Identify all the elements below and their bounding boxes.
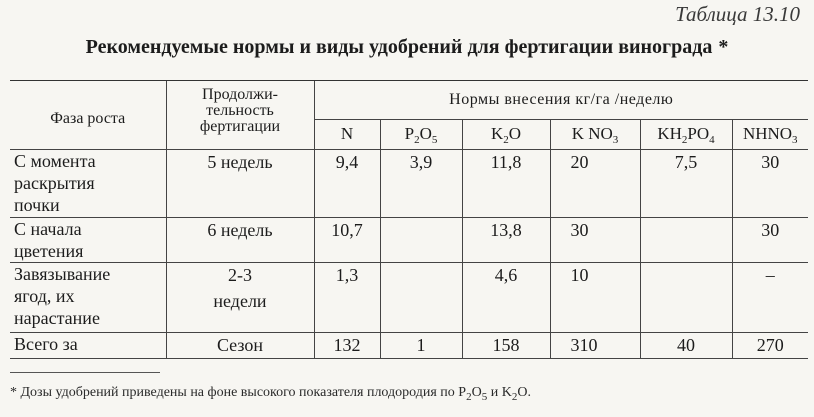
fertigation-table: [10, 80, 808, 359]
footnote-subscript: 5: [481, 391, 488, 403]
table-title: [0, 36, 814, 59]
cell-value: 310: [550, 333, 640, 359]
formula-subscript: 4: [709, 134, 715, 147]
cell-phase: [10, 263, 166, 333]
cell-value: –: [732, 263, 808, 333]
footnote-text: O.: [517, 385, 531, 400]
table-row: [10, 333, 808, 359]
phase-line: Завязывание: [14, 264, 111, 284]
duration-line: 5 недель: [207, 152, 273, 172]
header-norms: Нормы внесения кг/га /неделю: [314, 81, 808, 120]
table-row: [10, 218, 808, 263]
cell-phase: [10, 218, 166, 263]
cell-value: 1: [380, 333, 462, 359]
header-fertilizer: [314, 119, 380, 149]
cell-value: 30: [732, 218, 808, 263]
fertilizer-formula: K NO: [571, 124, 613, 144]
footnote-text: и K: [487, 385, 512, 400]
header-fertilizer: [550, 119, 640, 149]
fertilizer-formula: KH: [657, 124, 682, 144]
cell-duration: [166, 218, 314, 263]
title-footnote-mark: *: [718, 36, 729, 58]
cell-value: 1,3: [314, 263, 380, 333]
cell-phase: [10, 333, 166, 359]
cell-value: 13,8: [462, 218, 550, 263]
header-duration-line: Продолжи-: [202, 86, 278, 103]
header-duration: [166, 81, 314, 150]
cell-value: 158: [462, 333, 550, 359]
header-fertilizer: [732, 119, 808, 149]
duration-line: недели: [213, 291, 267, 311]
cell-value: [640, 218, 732, 263]
cell-duration: [166, 150, 314, 218]
phase-line: С момента: [14, 151, 96, 171]
cell-phase: [10, 150, 166, 218]
table-row: [10, 263, 808, 333]
footnote-text: * Дозы удобрений приведены на фоне высокого показателя плодородия по P: [10, 385, 467, 400]
duration-line: 2-3: [228, 265, 252, 285]
footnote-text: O: [471, 385, 482, 400]
cell-value: 11,8: [462, 150, 550, 218]
fertilizer-formula: K: [490, 124, 504, 144]
cell-value: 9,4: [314, 150, 380, 218]
cell-duration: [166, 333, 314, 359]
formula-subscript: 5: [431, 134, 438, 147]
phase-line: Всего за: [14, 334, 78, 354]
phase-line: раскрытия: [14, 173, 95, 193]
formula-subscript: 3: [792, 134, 798, 147]
header-duration-line: фертигации: [199, 118, 281, 135]
formula-subscript: 2: [503, 134, 509, 147]
footnote-divider: [10, 372, 160, 373]
cell-value: 30: [550, 218, 640, 263]
formula-part: PO: [687, 124, 710, 144]
phase-line: нарастание: [14, 308, 100, 328]
cell-value: 7,5: [640, 150, 732, 218]
cell-value: 20: [550, 150, 640, 218]
formula-subscript: 2: [414, 134, 420, 147]
cell-value: 10,7: [314, 218, 380, 263]
title-text: Рекомендуемые нормы и виды удобрений для фертигации винограда: [85, 36, 713, 58]
duration-line: 6 недель: [207, 220, 273, 240]
formula-part: O: [508, 124, 522, 144]
phase-line: ягод, их: [14, 286, 75, 306]
footnote-subscript: 2: [466, 391, 472, 403]
header-fertilizer: [380, 119, 462, 149]
footnote-subscript: 2: [511, 391, 518, 403]
cell-duration: [166, 263, 314, 333]
fertilizer-formula: N: [340, 124, 354, 144]
phase-line: цветения: [14, 241, 84, 261]
cell-value: 10: [550, 263, 640, 333]
fertilizer-formula: P: [404, 124, 415, 144]
cell-value: 4,6: [462, 263, 550, 333]
formula-subscript: 2: [681, 134, 688, 147]
cell-value: 132: [314, 333, 380, 359]
cell-value: 40: [640, 333, 732, 359]
phase-line: С начала: [14, 219, 82, 239]
header-duration-line: тельность: [206, 102, 274, 119]
table-row: [10, 150, 808, 218]
header-phase: Фаза роста: [10, 81, 166, 150]
formula-subscript: 3: [612, 134, 619, 147]
formula-part: O: [419, 124, 432, 144]
cell-value: [380, 218, 462, 263]
table-caption: Таблица 13.10: [675, 2, 800, 26]
duration-line: Сезон: [216, 335, 264, 355]
header-fertilizer: [462, 119, 550, 149]
fertilizer-formula: NHNO: [742, 124, 793, 144]
cell-value: [640, 263, 732, 333]
cell-value: 3,9: [380, 150, 462, 218]
cell-value: 30: [732, 150, 808, 218]
header-fertilizer: [640, 119, 732, 149]
cell-value: 270: [732, 333, 808, 359]
footnote: [10, 385, 531, 401]
phase-line: почки: [14, 195, 60, 215]
cell-value: [380, 263, 462, 333]
